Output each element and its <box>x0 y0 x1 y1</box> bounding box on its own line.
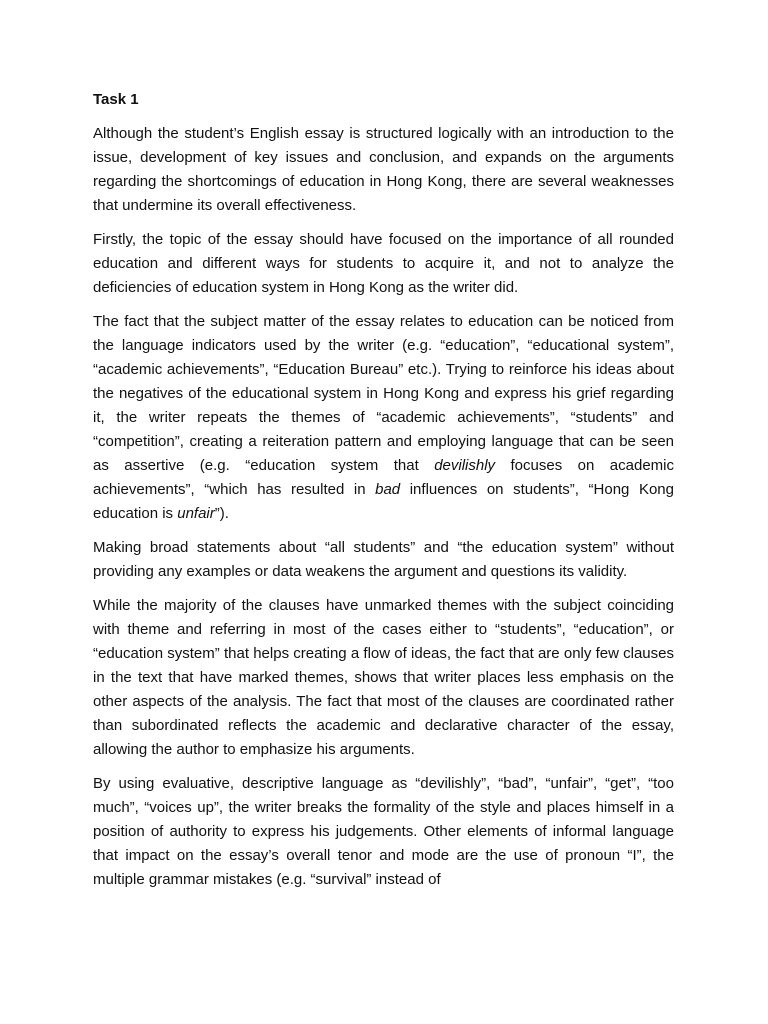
paragraph-topic <box>93 228 674 300</box>
paragraph-text: Although the student’s English essay is structured logically with an introduction to the issue, development of key issues and conclusion, and expands on the arguments regarding the shortcomings of education in Hong Kong, there are several weaknesses that undermine its overall effectiveness. <box>93 125 674 214</box>
italic-term-devilishly: devilishly <box>434 457 496 474</box>
paragraph-broad-statements <box>93 536 674 584</box>
paragraph-text: Making broad statements about “all students” and “the education system” without providing any examples or data weakens the argument and questions its validity. <box>93 539 674 580</box>
paragraph-text: focuses on academic achievements”, “which has resulted in <box>93 457 674 498</box>
paragraph-evaluative-language <box>93 772 674 892</box>
task-heading: Task 1 <box>93 91 139 108</box>
italic-term-unfair: unfair <box>177 505 215 522</box>
paragraph-text: While the majority of the clauses have unmarked themes with the subject coinciding with theme and referring in most of the cases either to “students”, “education”, or “education system” that helps creating a flow of ideas, the fact that are only few clauses in the text that have marked themes, shows that writer places less emphasis on the other aspects of the analysis. The fact that most of the clauses are coordinated rather than subordinated reflects the academic and declarative character of the essay, allowing the author to emphasize his arguments. <box>93 597 674 758</box>
paragraph-text: The fact that the subject matter of the essay relates to education can be noticed from the language indicators used by the writer (e.g. “education”, “educational system”, “academic achievements”, “Education Bureau” etc.). Trying to reinforce his ideas about the negatives of the educational system in Hong Kong and express his grief regarding it, the writer repeats the themes of “academic achievements”, “students” and “competition”, creating a reiteration pattern and employing language that can be seen as assertive (e.g. “education system that <box>93 313 674 474</box>
paragraph-text: Firstly, the topic of the essay should have focused on the importance of all rounded education and different ways for students to acquire it, and not to analyze the deficiencies of education system in Hong Kong as the writer did. <box>93 231 674 296</box>
paragraph-subject-matter <box>93 310 674 526</box>
paragraph-text: ”). <box>214 505 229 522</box>
paragraph-text: influences on students”, “Hong Kong education is <box>93 481 674 522</box>
paragraph-text: By using evaluative, descriptive language as “devilishly”, “bad”, “unfair”, “get”, “too much”, “voices up”, the writer breaks the formality of the style and places himself in a position of authority to express his judgements. Other elements of informal language that impact on the essay’s overall tenor and mode are the use of pronoun “I”, the multiple grammar mistakes (e.g. “survival” instead of <box>93 775 674 888</box>
paragraph-intro <box>93 122 674 218</box>
paragraph-themes <box>93 594 674 762</box>
document-page <box>93 88 674 902</box>
italic-term-bad: bad <box>375 481 401 498</box>
